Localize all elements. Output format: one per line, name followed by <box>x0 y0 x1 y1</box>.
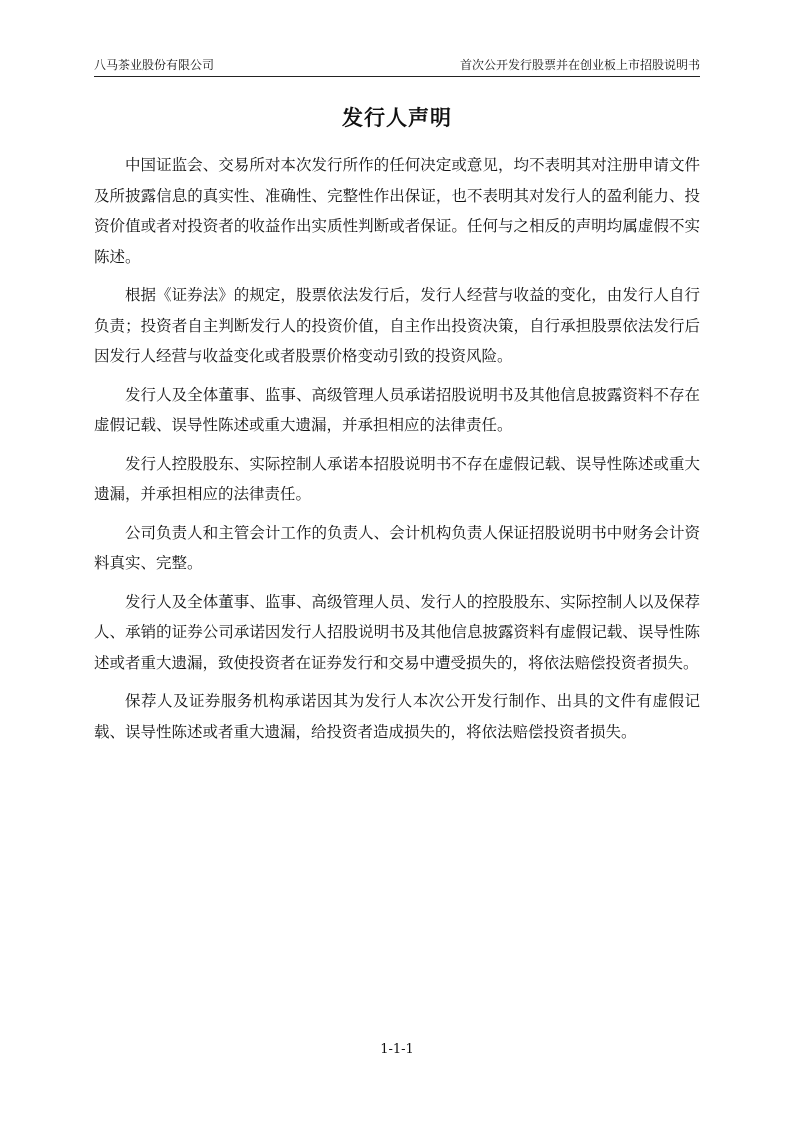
paragraph: 根据《证券法》的规定，股票依法发行后，发行人经营与收益的变化，由发行人自行负责；投资者自主判断发行人的投资价值，自主作出投资决策，自行承担股票依法发行后因发行人经营与收益变化或者股票价格变动引致的投资风险。 <box>94 286 700 365</box>
paragraph: 保荐人及证券服务机构承诺因其为发行人本次公开发行制作、出具的文件有虚假记载、误导性陈述或者重大遗漏，给投资者造成损失的，将依法赔偿投资者损失。 <box>94 692 700 741</box>
paragraph: 发行人控股股东、实际控制人承诺本招股说明书不存在虚假记载、误导性陈述或重大遗漏，并承担相应的法律责任。 <box>94 454 700 503</box>
paragraph: 公司负责人和主管会计工作的负责人、会计机构负责人保证招股说明书中财务会计资料真实、完整。 <box>94 523 700 572</box>
header-company-name: 八马茶业股份有限公司 <box>94 58 215 72</box>
page-number: 1-1-1 <box>380 1042 414 1057</box>
paragraph: 发行人及全体董事、监事、高级管理人员承诺招股说明书及其他信息披露资料不存在虚假记载、误导性陈述或重大遗漏，并承担相应的法律责任。 <box>94 385 700 434</box>
header-document-title: 首次公开发行股票并在创业板上市招股说明书 <box>459 58 700 72</box>
page-header <box>94 56 700 77</box>
document-body <box>94 150 700 755</box>
paragraph: 中国证监会、交易所对本次发行所作的任何决定或意见，均不表明其对注册申请文件及所披露信息的真实性、准确性、完整性作出保证，也不表明其对发行人的盈利能力、投资价值或者对投资者的收益作出实质性判断或者保证。任何与之相反的声明均属虚假不实陈述。 <box>94 156 700 266</box>
page-title: 发行人声明 <box>342 106 452 130</box>
paragraph: 发行人及全体董事、监事、高级管理人员、发行人的控股股东、实际控制人以及保荐人、承销的证券公司承诺因发行人招股说明书及其他信息披露资料有虚假记载、误导性陈述或者重大遗漏，致使投资者在证券发行和交易中遭受损失的，将依法赔偿投资者损失。 <box>94 592 700 672</box>
